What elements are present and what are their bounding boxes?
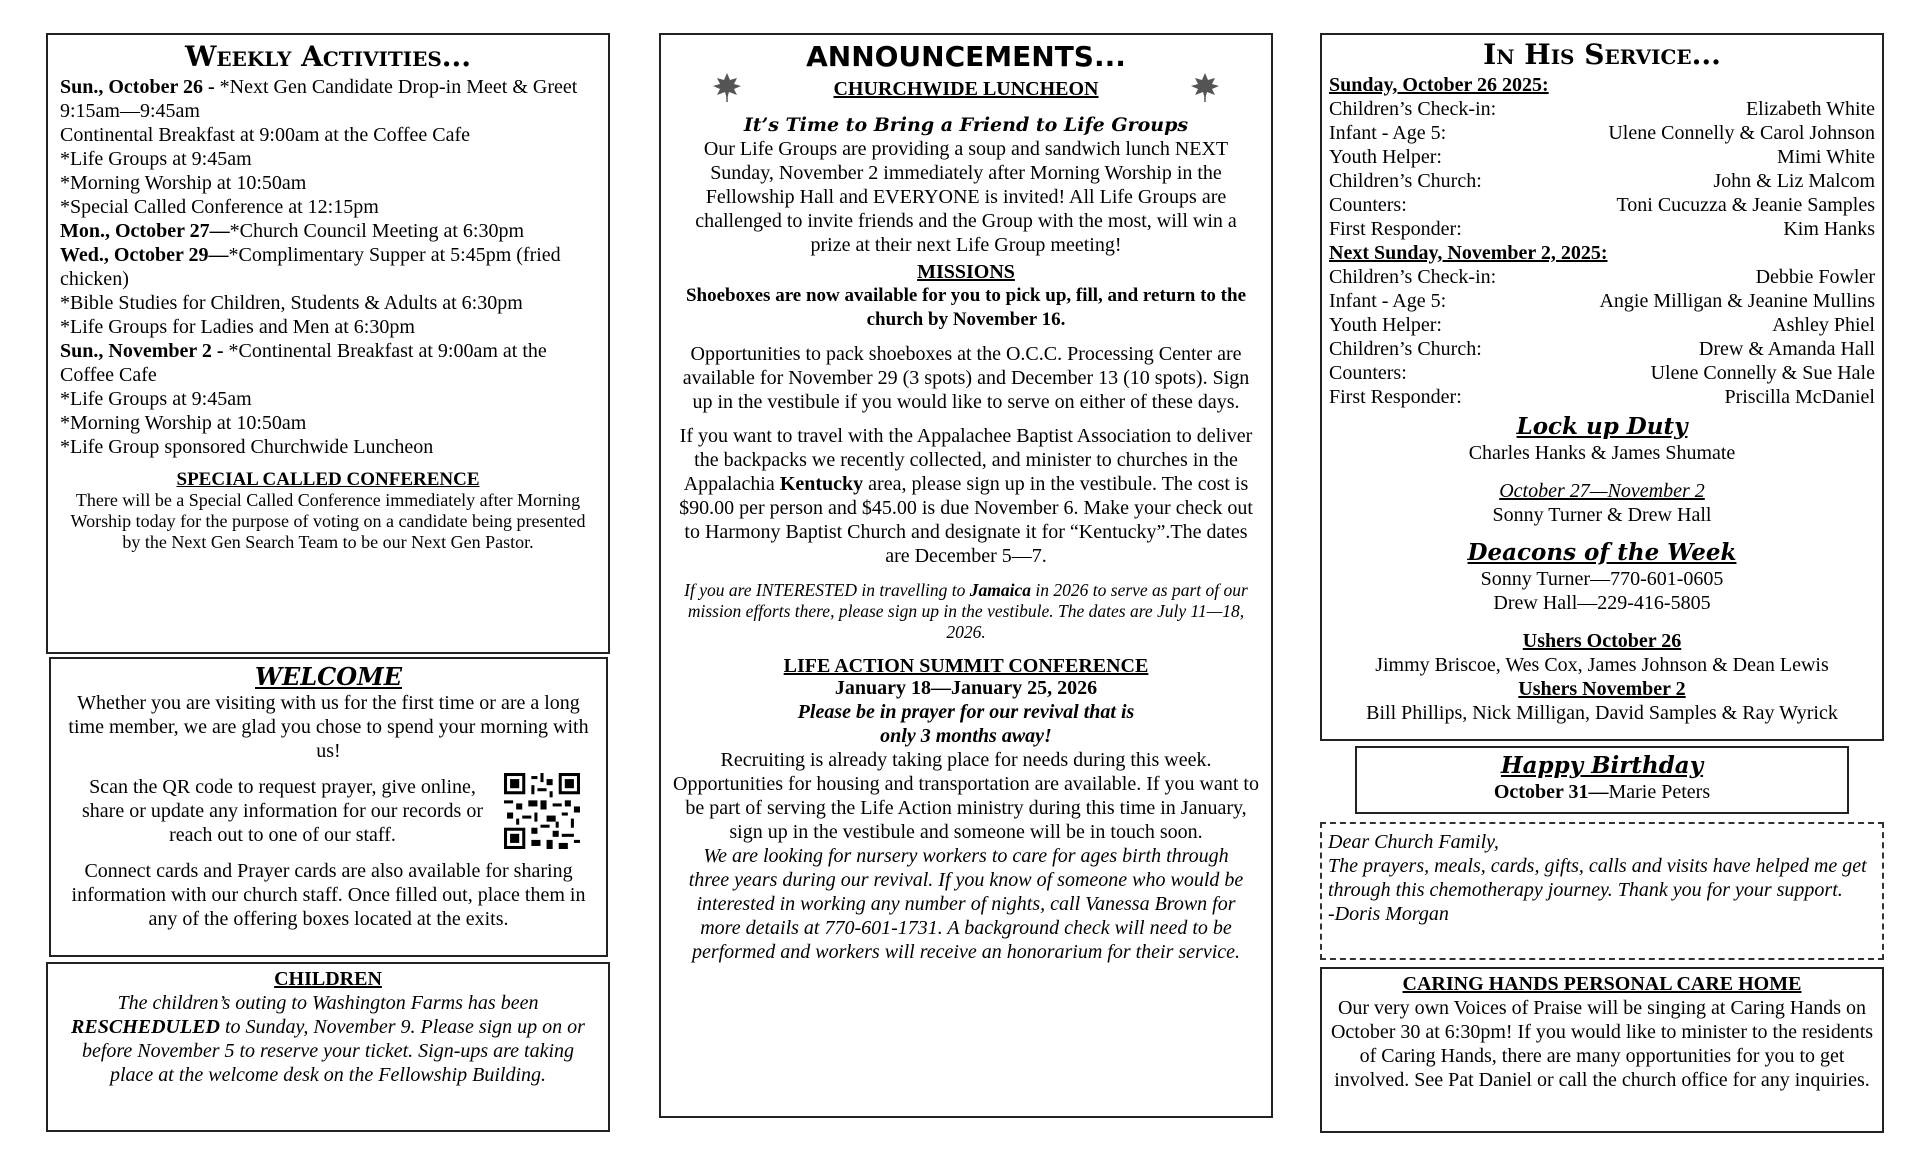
activity-text: *Morning Worship at 10:50am xyxy=(60,412,307,434)
caring-hands-title: CARING HANDS PERSONAL CARE HOME xyxy=(1402,973,1802,995)
welcome-text: Whether you are visiting with us for the first time or are a long time member, we are glad you chose to spend your morning with us! xyxy=(68,692,589,762)
birthday-box xyxy=(1355,746,1849,814)
roster-row xyxy=(1329,193,1875,217)
roster-role: Children’s Church: xyxy=(1329,170,1482,192)
announcements-title: ANNOUNCEMENTS... xyxy=(806,40,1126,73)
activity-text: *Complimentary Supper at 5:45pm (fried chicken) xyxy=(60,244,561,290)
roster-role: Infant - Age 5: xyxy=(1329,122,1447,144)
children-text-part2: to Sunday, November 9. Please sign up on or before November 5 to reserve your ticket. Sign-ups are taking place at the welcome desk on the Fellowship Building. xyxy=(81,1016,585,1086)
welcome-box xyxy=(49,657,608,957)
activity-text: *Continental Breakfast at 9:00am at the Coffee Cafe xyxy=(60,340,547,386)
roster-name: Ulene Connelly & Sue Hale xyxy=(1650,362,1875,384)
roster-role: Youth Helper: xyxy=(1329,314,1442,336)
luncheon-subtitle: It’s Time to Bring a Friend to Life Groups xyxy=(743,114,1189,136)
roster-name: Kim Hanks xyxy=(1783,218,1875,240)
qr-section xyxy=(61,773,596,849)
letter-body: The prayers, meals, cards, gifts, calls and visits have helped me get through this chemotherapy journey. Thank you for your support. xyxy=(1328,855,1867,901)
weekly-activities-box xyxy=(46,33,610,654)
connect-cards-text: Connect cards and Prayer cards are also available for sharing information with our church staff. Once filled out, place them in any of the offering boxes located at the exits. xyxy=(71,860,586,930)
roster-role: First Responder: xyxy=(1329,218,1462,240)
lock-up-names: Charles Hanks & James Shumate xyxy=(1468,442,1736,464)
kentucky-label: Kentucky xyxy=(779,473,864,495)
roster-name: Debbie Fowler xyxy=(1755,266,1875,288)
roster-row xyxy=(1329,265,1875,289)
summit-dates: January 18—January 25, 2026 xyxy=(834,677,1098,699)
roster-role: Children’s Church: xyxy=(1329,338,1482,360)
activity-line xyxy=(60,315,596,339)
roster-row xyxy=(1329,385,1875,409)
weekly-activities-title: Weekly Activities... xyxy=(184,40,472,73)
rescheduled-label: RESCHEDULED xyxy=(71,1016,220,1038)
children-text-part1: The children’s outing to Washington Farms has been xyxy=(117,992,539,1014)
birthday-entry xyxy=(1365,780,1839,804)
missions-text-1: Opportunities to pack shoeboxes at the O.C.C. Processing Center are available for November 29 (3 spots) and December 13 (10 spots). Sign up in the vestibule if you would like to serve on either of these days. xyxy=(682,343,1250,413)
roster-name: Mimi White xyxy=(1777,146,1875,168)
jamaica-text-a: If you are INTERESTED in travelling to xyxy=(684,580,970,600)
roster-role: Children’s Check-in: xyxy=(1329,266,1497,288)
caring-hands-box xyxy=(1320,967,1884,1133)
roster-row xyxy=(1329,289,1875,313)
leaf-icon-left xyxy=(711,71,743,103)
deacons-title: Deacons of the Week xyxy=(1467,539,1737,566)
activity-line xyxy=(60,243,596,291)
birthday-name: Marie Peters xyxy=(1608,781,1711,803)
luncheon-text: Our Life Groups are providing a soup and sandwich lunch NEXT Sunday, November 2 immediately after Morning Worship in the Fellowship Hall and EVERYONE is invited! All Life Groups are challenged to invite friends and the Group with the most, will win a prize at their next Life Group meeting! xyxy=(695,138,1237,256)
roster-role: Children’s Check-in: xyxy=(1329,98,1497,120)
summit-prayer: Please be in prayer for our revival that is only 3 months away! xyxy=(797,701,1135,747)
missions-text-2 xyxy=(673,424,1259,568)
roster-role: Counters: xyxy=(1329,362,1407,384)
activity-line xyxy=(60,147,596,171)
roster-row xyxy=(1329,361,1875,385)
activity-text: *Special Called Conference at 12:15pm xyxy=(60,196,379,218)
activity-line xyxy=(60,435,596,459)
week2-roster xyxy=(1329,265,1875,409)
activity-line xyxy=(60,219,596,243)
lock-up-title: Lock up Duty xyxy=(1516,413,1688,440)
jamaica-text xyxy=(673,580,1259,643)
children-title: CHILDREN xyxy=(274,968,382,990)
thank-you-letter xyxy=(1320,822,1884,960)
luncheon-header xyxy=(673,75,1259,107)
roster-role: Counters: xyxy=(1329,194,1407,216)
activity-line xyxy=(60,171,596,195)
activity-line xyxy=(60,195,596,219)
roster-row xyxy=(1329,145,1875,169)
activity-text: *Morning Worship at 10:50am xyxy=(60,172,307,194)
activity-text: *Next Gen Candidate Drop-in Meet & Greet 9:15am—9:45am xyxy=(60,76,578,122)
ushers-1-names: Jimmy Briscoe, Wes Cox, James Johnson & Dean Lewis xyxy=(1375,654,1829,676)
week1-roster xyxy=(1329,97,1875,241)
activity-text: Continental Breakfast at 9:00am at the Coffee Cafe xyxy=(60,124,471,146)
roster-name: John & Liz Malcom xyxy=(1713,170,1875,192)
activity-day: Wed., October 29— xyxy=(60,244,229,266)
activity-day: Sun., October 26 - xyxy=(60,76,220,98)
letter-salutation: Dear Church Family, xyxy=(1328,831,1499,853)
letter-signature: -Doris Morgan xyxy=(1328,903,1449,925)
qr-code-icon[interactable] xyxy=(504,773,580,849)
qr-instructions: Scan the QR code to request prayer, give online, share or update any information for our records or reach out to one of our staff. xyxy=(82,776,483,846)
summit-text: Recruiting is already taking place for needs during this week. Opportunities for housing and transportation are available. If you want to be part of serving the Life Action ministry during this time in January, sign up in the vestibule and someone will be in touch soon. xyxy=(673,749,1259,843)
missions-text-2a: If you want to travel with the Appalachee Baptist Association to deliver the backpacks we recently collected, and minister to churches in the Appalachia xyxy=(679,425,1253,495)
nursery-text: We are looking for nursery workers to care for ages birth through three years during our revival. If you know of someone who would be interested in working any number of nights, call Vanessa Brown for more details at 770-601-1731. A background check will need to be performed and workers will receive an honorarium for their service. xyxy=(688,845,1244,963)
missions-text-2c: area, please sign up in the vestibule. The cost is $90.00 per person and $45.00 is due November 6. Make your check out to Harmony Baptist Church and designate it for “Kentucky”.The dates are December 5—7. xyxy=(679,473,1253,567)
jamaica-text-c: in 2026 to serve as part of our mission efforts there, please sign up in the vestibule. The dates are July 11—18, 2026. xyxy=(687,580,1248,642)
birthday-date: October 31— xyxy=(1493,781,1609,803)
activity-day: Sun., November 2 - xyxy=(60,340,229,362)
in-his-service-title: In His Service... xyxy=(1483,38,1721,71)
activity-line xyxy=(60,75,596,123)
roster-name: Priscilla McDaniel xyxy=(1724,386,1875,408)
roster-row xyxy=(1329,121,1875,145)
lock-up-names-2: Sonny Turner & Drew Hall xyxy=(1492,504,1712,526)
week1-title: Sunday, October 26 2025: xyxy=(1329,74,1549,96)
lock-up-dates: October 27—November 2 xyxy=(1499,480,1705,502)
roster-row xyxy=(1329,217,1875,241)
missions-bold-text: Shoeboxes are now available for you to pick up, fill, and return to the church by November 16. xyxy=(685,285,1247,330)
children-box xyxy=(46,962,610,1132)
roster-row xyxy=(1329,313,1875,337)
activity-line xyxy=(60,411,596,435)
roster-name: Ashley Phiel xyxy=(1772,314,1875,336)
roster-role: Infant - Age 5: xyxy=(1329,290,1447,312)
activity-line xyxy=(60,339,596,387)
activity-line xyxy=(60,387,596,411)
activity-text: *Life Groups for Ladies and Men at 6:30pm xyxy=(60,316,415,338)
deacon-1: Sonny Turner—770-601-0605 xyxy=(1480,568,1724,590)
ushers-1-title: Ushers October 26 xyxy=(1522,630,1682,652)
roster-name: Drew & Amanda Hall xyxy=(1698,338,1875,360)
roster-role: Youth Helper: xyxy=(1329,146,1442,168)
activity-line xyxy=(60,123,596,147)
birthday-title: Happy Birthday xyxy=(1500,752,1704,779)
weekly-activities-list xyxy=(60,75,596,459)
activity-text: *Church Council Meeting at 6:30pm xyxy=(229,220,525,242)
roster-row xyxy=(1329,97,1875,121)
summit-title: LIFE ACTION SUMMIT CONFERENCE xyxy=(783,655,1149,677)
roster-name: Elizabeth White xyxy=(1745,98,1875,120)
special-conference-title: SPECIAL CALLED CONFERENCE xyxy=(176,469,480,490)
activity-text: *Life Group sponsored Churchwide Luncheon xyxy=(60,436,434,458)
roster-role: First Responder: xyxy=(1329,386,1462,408)
activity-text: *Life Groups at 9:45am xyxy=(60,148,252,170)
activity-text: *Life Groups at 9:45am xyxy=(60,388,252,410)
in-his-service-box xyxy=(1320,33,1884,741)
welcome-title: WELCOME xyxy=(255,662,402,691)
ushers-2-names: Bill Phillips, Nick Milligan, David Samples & Ray Wyrick xyxy=(1366,702,1838,724)
week2-title: Next Sunday, November 2, 2025: xyxy=(1329,242,1608,264)
luncheon-title: CHURCHWIDE LUNCHEON xyxy=(833,78,1099,100)
activity-day: Mon., October 27— xyxy=(60,220,230,242)
roster-name: Ulene Connelly & Carol Johnson xyxy=(1608,122,1875,144)
roster-name: Toni Cucuzza & Jeanie Samples xyxy=(1616,194,1875,216)
children-text xyxy=(58,991,598,1087)
jamaica-label: Jamaica xyxy=(969,580,1032,600)
caring-hands-text: Our very own Voices of Praise will be singing at Caring Hands on October 30 at 6:30pm! If you would like to minister to the residents of Caring Hands, there are many opportunities for you to get involved. See Pat Daniel or call the church office for any inquiries. xyxy=(1330,997,1874,1091)
deacon-2: Drew Hall—229-416-5805 xyxy=(1493,592,1711,614)
activity-line xyxy=(60,291,596,315)
roster-name: Angie Milligan & Jeanine Mullins xyxy=(1599,290,1875,312)
missions-title: MISSIONS xyxy=(917,261,1015,283)
ushers-2-title: Ushers November 2 xyxy=(1518,678,1686,700)
roster-row xyxy=(1329,169,1875,193)
leaf-icon-right xyxy=(1189,71,1221,103)
announcements-box xyxy=(659,33,1273,1118)
special-conference-text: There will be a Special Called Conference immediately after Morning Worship today for the purpose of voting on a candidate being presented by the Next Gen Search Team to be our Next Gen Pastor. xyxy=(70,490,586,552)
roster-row xyxy=(1329,337,1875,361)
activity-text: *Bible Studies for Children, Students & Adults at 6:30pm xyxy=(60,292,523,314)
